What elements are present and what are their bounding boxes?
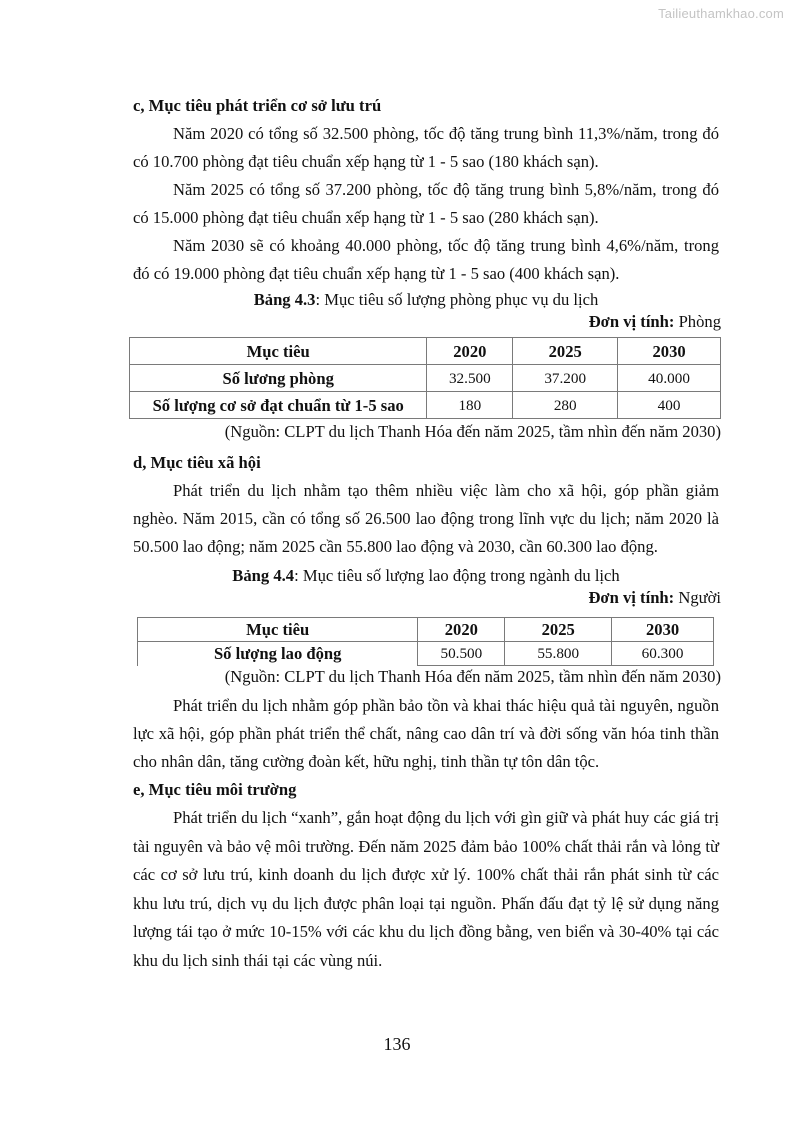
table-source: (Nguồn: CLPT du lịch Thanh Hóa đến năm 2025, tầm nhìn đến năm 2030) xyxy=(224,422,721,441)
cell: 40.000 xyxy=(618,365,721,392)
table-header-row xyxy=(130,338,721,365)
watermark: Tailieuthamkhao.com xyxy=(658,6,784,21)
table-row xyxy=(130,392,721,419)
unit-value: Người xyxy=(674,588,721,607)
table-row xyxy=(138,642,714,666)
paragraph: Phát triển du lịch “xanh”, gắn hoạt động du lịch với gìn giữ và phát huy các giá trị tài nguyên và bảo vệ môi trường. Đến năm 2025 đảm bảo 100% chất thải rắn và lỏng từ các cơ sở lưu trú, kinh doanh du lịch được xử lý. 100% chất thải rắn phát sinh từ các khu lưu trú, dịch vụ du lịch được phân loại tại nguồn. Phấn đấu đạt tỷ lệ sử dụng năng lượng tái tạo ở mức 10-15% với các khu du lịch đồng bằng, ven biển và 30-40% tại các khu du lịch sinh thái tại các vùng núi. xyxy=(133,808,719,970)
header-cell: 2025 xyxy=(513,338,618,365)
table-unit xyxy=(133,311,721,333)
row-label: Số lượng lao động xyxy=(138,642,418,666)
paragraph: Năm 2020 có tổng số 32.500 phòng, tốc độ tăng trung bình 11,3%/năm, trong đó có 10.700 phòng đạt tiêu chuẩn xếp hạng từ 1 - 5 sao (180 khách sạn). xyxy=(133,124,719,171)
cell: 50.500 xyxy=(418,642,505,666)
table-labor-targets xyxy=(137,617,714,666)
table-caption-text: : Mục tiêu số lượng lao động trong ngành du lịch xyxy=(294,566,620,585)
header-cell: 2020 xyxy=(418,618,505,642)
page-number: 136 xyxy=(383,1034,411,1054)
header-cell: 2030 xyxy=(618,338,721,365)
section-heading-social: d, Mục tiêu xã hội xyxy=(133,453,261,472)
table-unit xyxy=(133,587,721,609)
header-cell: Mục tiêu xyxy=(130,338,427,365)
section-heading-environment: e, Mục tiêu môi trường xyxy=(133,780,297,799)
paragraph: Năm 2025 có tổng số 37.200 phòng, tốc độ tăng trung bình 5,8%/năm, trong đó có 15.000 phòng đạt tiêu chuẩn xếp hạng từ 1 - 5 sao (280 khách sạn). xyxy=(133,180,719,227)
document-page xyxy=(133,92,719,975)
cell: 60.300 xyxy=(612,642,714,666)
cell: 180 xyxy=(427,392,513,419)
table-caption-text: : Mục tiêu số lượng phòng phục vụ du lịch xyxy=(315,290,599,309)
cell: 280 xyxy=(513,392,618,419)
unit-label: Đơn vị tính: xyxy=(588,312,675,331)
cell: 55.800 xyxy=(505,642,612,666)
header-cell: 2025 xyxy=(505,618,612,642)
cell: 32.500 xyxy=(427,365,513,392)
paragraph: Phát triển du lịch nhằm tạo thêm nhiều việc làm cho xã hội, góp phần giảm nghèo. Năm 2015, cần có tổng số 26.500 lao động trong lĩnh vực du lịch; năm 2020 là 50.500 lao động; năm 2025 cần 55.800 lao động và 2030, cần 60.300 lao động. xyxy=(133,481,719,556)
table-room-targets xyxy=(129,337,721,419)
table-caption xyxy=(133,565,719,587)
header-cell: 2030 xyxy=(612,618,714,642)
header-cell: Mục tiêu xyxy=(138,618,418,642)
table-row xyxy=(130,365,721,392)
paragraph: Phát triển du lịch nhằm góp phần bảo tồn và khai thác hiệu quả tài nguyên, nguồn lực xã hội, góp phần phát triển thể chất, nâng cao dân trí và đời sống văn hóa tinh thần cho nhân dân, tăng cường đoàn kết, hữu nghị, tinh thần tự tôn dân tộc. xyxy=(133,696,719,771)
table-caption xyxy=(133,289,719,311)
paragraph: Năm 2030 sẽ có khoảng 40.000 phòng, tốc độ tăng trung bình 4,6%/năm, trong đó có 19.000 phòng đạt tiêu chuẩn xếp hạng từ 1 - 5 sao (400 khách sạn). xyxy=(133,236,719,283)
table-source: (Nguồn: CLPT du lịch Thanh Hóa đến năm 2025, tầm nhìn đến năm 2030) xyxy=(224,667,721,686)
cell: 400 xyxy=(618,392,721,419)
cell: 37.200 xyxy=(513,365,618,392)
row-label: Số lương phòng xyxy=(130,365,427,392)
table-caption-label: Bảng 4.4 xyxy=(232,566,295,585)
row-label: Số lượng cơ sở đạt chuẩn từ 1-5 sao xyxy=(130,392,427,419)
unit-value: Phòng xyxy=(674,312,721,331)
table-header-row xyxy=(138,618,714,642)
unit-label: Đơn vị tính: xyxy=(588,588,675,607)
header-cell: 2020 xyxy=(427,338,513,365)
section-heading-accommodation: c, Mục tiêu phát triển cơ sở lưu trú xyxy=(133,96,382,115)
table-caption-label: Bảng 4.3 xyxy=(253,290,316,309)
